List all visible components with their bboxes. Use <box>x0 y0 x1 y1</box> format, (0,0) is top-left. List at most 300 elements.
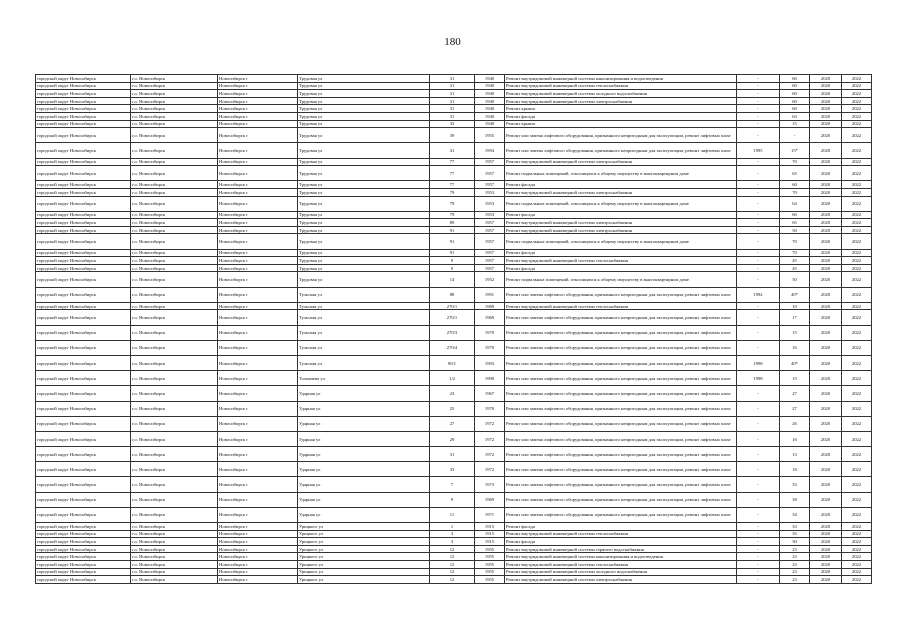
wear-percent-cell: 50 <box>780 272 810 287</box>
start-year-cell: 2020 <box>810 302 842 310</box>
build-year-cell: 1994 <box>475 143 505 158</box>
build-year-cell: 1953 <box>475 196 505 211</box>
wear-percent-cell: 27 <box>780 386 810 401</box>
house-number-cell: 12 <box>430 545 475 553</box>
wear-percent-cell: 13 <box>780 447 810 462</box>
street-cell: Трудовая ул <box>298 181 430 189</box>
street-cell: Урицкого ул <box>298 538 430 546</box>
build-year-cell: 1993 <box>475 355 505 370</box>
city-cell: Новосибирск г <box>218 576 298 584</box>
end-year-cell: 2022 <box>842 211 872 219</box>
work-type-cell: Ремонт фасада <box>505 523 737 531</box>
wear-percent-cell: 60 <box>780 75 810 83</box>
municipality-cell: городской округ Новосибирск <box>36 302 131 310</box>
municipality-cell: городской округ Новосибирск <box>36 166 131 181</box>
district-cell: г.о. Новосибирск <box>131 576 218 584</box>
house-number-cell: 77 <box>430 158 475 166</box>
build-year-cell: 1957 <box>475 158 505 166</box>
work-type-cell: Ремонт фасада <box>505 181 737 189</box>
table-row <box>36 302 872 310</box>
last-repair-year-cell: - <box>737 211 780 219</box>
street-cell: Трудовая ул <box>298 257 430 265</box>
last-repair-year-cell: - <box>737 181 780 189</box>
build-year-cell: 1957 <box>475 234 505 249</box>
street-cell: Трудовая ул <box>298 75 430 83</box>
street-cell: Трудовая ул <box>298 112 430 120</box>
wear-percent-cell: 38 <box>780 492 810 507</box>
work-type-cell: Ремонт или замена лифтового оборудования, признанного непригодным для эксплуатации, ремонт лифтовых шахт <box>505 310 737 325</box>
end-year-cell: 2022 <box>842 325 872 340</box>
municipality-cell: городской округ Новосибирск <box>36 257 131 265</box>
table-row <box>36 355 872 370</box>
work-type-cell: Ремонт внутридомовой инженерной системы холодного водоснабжения <box>505 568 737 576</box>
last-repair-year-cell: - <box>737 302 780 310</box>
city-cell: Новосибирск г <box>218 553 298 561</box>
city-cell: Новосибирск г <box>218 234 298 249</box>
wear-percent-cell: 16 <box>780 340 810 355</box>
last-repair-year-cell: - <box>737 158 780 166</box>
last-repair-year-cell: - <box>737 477 780 492</box>
table-row <box>36 401 872 416</box>
house-number-cell: 29 <box>430 431 475 446</box>
repair-schedule-sheet <box>35 74 871 584</box>
district-cell: г.о. Новосибирск <box>131 447 218 462</box>
city-cell: Новосибирск г <box>218 82 298 90</box>
start-year-cell: 2020 <box>810 143 842 158</box>
table-row <box>36 576 872 584</box>
city-cell: Новосибирск г <box>218 188 298 196</box>
table-row <box>36 568 872 576</box>
end-year-cell: 2022 <box>842 82 872 90</box>
wear-percent-cell: 70 <box>780 249 810 257</box>
street-cell: Трудовая ул <box>298 249 430 257</box>
street-cell: Ударная ул <box>298 386 430 401</box>
house-number-cell: 39 <box>430 128 475 143</box>
house-number-cell: 12 <box>430 568 475 576</box>
last-repair-year-cell: - <box>737 90 780 98</box>
district-cell: г.о. Новосибирск <box>131 105 218 113</box>
work-type-cell: Ремонт фасада <box>505 264 737 272</box>
wear-percent-cell: 15 <box>780 325 810 340</box>
build-year-cell: 1967 <box>475 386 505 401</box>
work-type-cell: Ремонт подвальных помещений, относящихся к общему имуществу в многоквартирном доме <box>505 166 737 181</box>
house-number-cell: 270/4 <box>430 340 475 355</box>
start-year-cell: 2020 <box>810 166 842 181</box>
work-type-cell: Ремонт внутридомовой инженерной системы электроснабжения <box>505 219 737 227</box>
city-cell: Новосибирск г <box>218 340 298 355</box>
wear-percent-cell: 34 <box>780 507 810 522</box>
work-type-cell: Ремонт фасада <box>505 112 737 120</box>
last-repair-year-cell: - <box>737 188 780 196</box>
work-type-cell: Ремонт или замена лифтового оборудования, признанного непригодным для эксплуатации, ремонт лифтовых шахт <box>505 431 737 446</box>
start-year-cell: 2020 <box>810 234 842 249</box>
last-repair-year-cell: - <box>737 568 780 576</box>
street-cell: Трудовая ул <box>298 272 430 287</box>
start-year-cell: 2020 <box>810 576 842 584</box>
table-row <box>36 128 872 143</box>
end-year-cell: 2022 <box>842 340 872 355</box>
table-row <box>36 523 872 531</box>
municipality-cell: городской округ Новосибирск <box>36 561 131 569</box>
city-cell: Новосибирск г <box>218 120 298 128</box>
build-year-cell: 1955 <box>475 576 505 584</box>
wear-percent-cell: 60 <box>780 82 810 90</box>
start-year-cell: 2020 <box>810 568 842 576</box>
municipality-cell: городской округ Новосибирск <box>36 401 131 416</box>
start-year-cell: 2020 <box>810 105 842 113</box>
wear-percent-cell: 60 <box>780 97 810 105</box>
start-year-cell: 2020 <box>810 310 842 325</box>
street-cell: Тульская ул <box>298 310 430 325</box>
table-row <box>36 257 872 265</box>
municipality-cell: городской округ Новосибирск <box>36 492 131 507</box>
street-cell: Трудовая ул <box>298 166 430 181</box>
start-year-cell: 2020 <box>810 211 842 219</box>
last-repair-year-cell: - <box>737 120 780 128</box>
build-year-cell: 1957 <box>475 249 505 257</box>
city-cell: Новосибирск г <box>218 211 298 219</box>
municipality-cell: городской округ Новосибирск <box>36 477 131 492</box>
district-cell: г.о. Новосибирск <box>131 477 218 492</box>
district-cell: г.о. Новосибирск <box>131 112 218 120</box>
district-cell: г.о. Новосибирск <box>131 181 218 189</box>
city-cell: Новосибирск г <box>218 219 298 227</box>
street-cell: Трудовая ул <box>298 97 430 105</box>
table-row <box>36 234 872 249</box>
wear-percent-cell: 18 <box>780 462 810 477</box>
city-cell: Новосибирск г <box>218 97 298 105</box>
house-number-cell: 33 <box>430 462 475 477</box>
house-number-cell: 1 <box>430 523 475 531</box>
last-repair-year-cell: - <box>737 561 780 569</box>
district-cell: г.о. Новосибирск <box>131 431 218 446</box>
end-year-cell: 2022 <box>842 477 872 492</box>
repair-schedule-table <box>35 74 872 584</box>
city-cell: Новосибирск г <box>218 75 298 83</box>
district-cell: г.о. Новосибирск <box>131 249 218 257</box>
wear-percent-cell: 60 <box>780 181 810 189</box>
city-cell: Новосибирск г <box>218 249 298 257</box>
district-cell: г.о. Новосибирск <box>131 166 218 181</box>
start-year-cell: 2020 <box>810 287 842 302</box>
district-cell: г.о. Новосибирск <box>131 82 218 90</box>
start-year-cell: 2020 <box>810 158 842 166</box>
house-number-cell: 31 <box>430 90 475 98</box>
start-year-cell: 2020 <box>810 219 842 227</box>
work-type-cell: Ремонт или замена лифтового оборудования, признанного непригодным для эксплуатации, ремонт лифтовых шахт <box>505 143 737 158</box>
end-year-cell: 2022 <box>842 561 872 569</box>
last-repair-year-cell: - <box>737 462 780 477</box>
work-type-cell: Ремонт подвальных помещений, относящихся к общему имуществу в многоквартирном доме <box>505 272 737 287</box>
last-repair-year-cell: - <box>737 325 780 340</box>
city-cell: Новосибирск г <box>218 272 298 287</box>
street-cell: Трудовая ул <box>298 105 430 113</box>
house-number-cell: 31 <box>430 82 475 90</box>
house-number-cell: 33 <box>430 120 475 128</box>
table-row <box>36 226 872 234</box>
end-year-cell: 2022 <box>842 447 872 462</box>
start-year-cell: 2020 <box>810 128 842 143</box>
table-body <box>36 75 872 584</box>
table-row <box>36 492 872 507</box>
city-cell: Новосибирск г <box>218 530 298 538</box>
house-number-cell: 9 <box>430 257 475 265</box>
wear-percent-cell: 27 <box>780 401 810 416</box>
build-year-cell: 1970 <box>475 340 505 355</box>
end-year-cell: 2022 <box>842 538 872 546</box>
district-cell: г.о. Новосибирск <box>131 325 218 340</box>
district-cell: г.о. Новосибирск <box>131 302 218 310</box>
street-cell: Трудовая ул <box>298 264 430 272</box>
street-cell: Урицкого ул <box>298 576 430 584</box>
wear-percent-cell: 65 <box>780 219 810 227</box>
city-cell: Новосибирск г <box>218 492 298 507</box>
work-type-cell: Ремонт или замена лифтового оборудования, признанного непригодным для эксплуатации, ремонт лифтовых шахт <box>505 340 737 355</box>
start-year-cell: 2020 <box>810 545 842 553</box>
district-cell: г.о. Новосибирск <box>131 97 218 105</box>
table-row <box>36 507 872 522</box>
wear-percent-cell: 45 <box>780 264 810 272</box>
last-repair-year-cell: - <box>737 492 780 507</box>
municipality-cell: городской округ Новосибирск <box>36 325 131 340</box>
city-cell: Новосибирск г <box>218 90 298 98</box>
start-year-cell: 2020 <box>810 507 842 522</box>
last-repair-year-cell: - <box>737 310 780 325</box>
house-number-cell: 91 <box>430 249 475 257</box>
street-cell: Ударная ул <box>298 477 430 492</box>
street-cell: Урицкого ул <box>298 530 430 538</box>
wear-percent-cell: 50 <box>780 226 810 234</box>
work-type-cell: Ремонт или замена лифтового оборудования, признанного непригодным для эксплуатации, ремонт лифтовых шахт <box>505 447 737 462</box>
build-year-cell: 1990 <box>475 371 505 386</box>
build-year-cell: 1955 <box>475 561 505 569</box>
work-type-cell: Ремонт или замена лифтового оборудования, признанного непригодным для эксплуатации, ремонт лифтовых шахт <box>505 371 737 386</box>
street-cell: Урицкого ул <box>298 553 430 561</box>
last-repair-year-cell: - <box>737 112 780 120</box>
last-repair-year-cell: - <box>737 257 780 265</box>
street-cell: Ударная ул <box>298 401 430 416</box>
district-cell: г.о. Новосибирск <box>131 371 218 386</box>
start-year-cell: 2020 <box>810 340 842 355</box>
end-year-cell: 2022 <box>842 310 872 325</box>
street-cell: Трудовая ул <box>298 234 430 249</box>
end-year-cell: 2022 <box>842 97 872 105</box>
district-cell: г.о. Новосибирск <box>131 386 218 401</box>
municipality-cell: городской округ Новосибирск <box>36 386 131 401</box>
build-year-cell: 1969 <box>475 492 505 507</box>
district-cell: г.о. Новосибирск <box>131 120 218 128</box>
city-cell: Новосибирск г <box>218 545 298 553</box>
house-number-cell: 270/3 <box>430 325 475 340</box>
city-cell: Новосибирск г <box>218 302 298 310</box>
build-year-cell: 1940 <box>475 120 505 128</box>
build-year-cell: 1953 <box>475 188 505 196</box>
house-number-cell: 79 <box>430 211 475 219</box>
wear-percent-cell: 23 <box>780 561 810 569</box>
street-cell: Трудовая ул <box>298 120 430 128</box>
wear-percent-cell: 70 <box>780 158 810 166</box>
work-type-cell: Ремонт или замена лифтового оборудования, признанного непригодным для эксплуатации, ремонт лифтовых шахт <box>505 128 737 143</box>
start-year-cell: 2020 <box>810 181 842 189</box>
work-type-cell: Ремонт внутридомовой инженерной системы холодного водоснабжения <box>505 90 737 98</box>
city-cell: Новосибирск г <box>218 371 298 386</box>
work-type-cell: Ремонт внутридомовой инженерной системы горячего водоснабжения <box>505 545 737 553</box>
city-cell: Новосибирск г <box>218 523 298 531</box>
street-cell: Толмачева ул <box>298 371 430 386</box>
end-year-cell: 2022 <box>842 386 872 401</box>
start-year-cell: 2020 <box>810 120 842 128</box>
city-cell: Новосибирск г <box>218 158 298 166</box>
municipality-cell: городской округ Новосибирск <box>36 158 131 166</box>
table-row <box>36 112 872 120</box>
wear-percent-cell: 45 <box>780 257 810 265</box>
work-type-cell: Ремонт внутридомовой инженерной системы электроснабжения <box>505 97 737 105</box>
build-year-cell: 1970 <box>475 325 505 340</box>
end-year-cell: 2022 <box>842 112 872 120</box>
municipality-cell: городской округ Новосибирск <box>36 105 131 113</box>
end-year-cell: 2022 <box>842 181 872 189</box>
house-number-cell: 79 <box>430 196 475 211</box>
table-row <box>36 340 872 355</box>
city-cell: Новосибирск г <box>218 257 298 265</box>
wear-percent-cell: 35 <box>780 530 810 538</box>
work-type-cell: Ремонт или замена лифтового оборудования, признанного непригодным для эксплуатации, ремонт лифтовых шахт <box>505 507 737 522</box>
start-year-cell: 2020 <box>810 272 842 287</box>
street-cell: Урицкого ул <box>298 568 430 576</box>
start-year-cell: 2020 <box>810 196 842 211</box>
street-cell: Трудовая ул <box>298 188 430 196</box>
street-cell: Урицкого ул <box>298 523 430 531</box>
district-cell: г.о. Новосибирск <box>131 226 218 234</box>
end-year-cell: 2022 <box>842 219 872 227</box>
last-repair-year-cell: - <box>737 249 780 257</box>
start-year-cell: 2020 <box>810 477 842 492</box>
end-year-cell: 2022 <box>842 75 872 83</box>
house-number-cell: 23 <box>430 386 475 401</box>
build-year-cell: 1991 <box>475 287 505 302</box>
last-repair-year-cell: - <box>737 97 780 105</box>
wear-percent-cell: 15* <box>780 143 810 158</box>
work-type-cell: Ремонт внутридомовой инженерной системы электроснабжения <box>505 158 737 166</box>
table-row <box>36 143 872 158</box>
last-repair-year-cell: - <box>737 416 780 431</box>
last-repair-year-cell: - <box>737 128 780 143</box>
start-year-cell: 2020 <box>810 97 842 105</box>
house-number-cell: 90/1 <box>430 355 475 370</box>
table-row <box>36 287 872 302</box>
street-cell: Тульская ул <box>298 325 430 340</box>
city-cell: Новосибирск г <box>218 105 298 113</box>
start-year-cell: 2020 <box>810 75 842 83</box>
district-cell: г.о. Новосибирск <box>131 538 218 546</box>
house-number-cell: 9 <box>430 264 475 272</box>
work-type-cell: Ремонт или замена лифтового оборудования, признанного непригодным для эксплуатации, ремонт лифтовых шахт <box>505 386 737 401</box>
last-repair-year-cell: 1998 <box>737 355 780 370</box>
end-year-cell: 2022 <box>842 257 872 265</box>
district-cell: г.о. Новосибирск <box>131 188 218 196</box>
table-row <box>36 561 872 569</box>
table-row <box>36 166 872 181</box>
start-year-cell: 2020 <box>810 82 842 90</box>
city-cell: Новосибирск г <box>218 462 298 477</box>
city-cell: Новосибирск г <box>218 355 298 370</box>
district-cell: г.о. Новосибирск <box>131 264 218 272</box>
end-year-cell: 2022 <box>842 90 872 98</box>
city-cell: Новосибирск г <box>218 447 298 462</box>
table-row <box>36 386 872 401</box>
build-year-cell: 1955 <box>475 553 505 561</box>
start-year-cell: 2020 <box>810 431 842 446</box>
work-type-cell: Ремонт крыши <box>505 105 737 113</box>
municipality-cell: городской округ Новосибирск <box>36 196 131 211</box>
house-number-cell: 7 <box>430 477 475 492</box>
street-cell: Тульская ул <box>298 302 430 310</box>
build-year-cell: 1971 <box>475 507 505 522</box>
municipality-cell: городской округ Новосибирск <box>36 97 131 105</box>
house-number-cell: 1/2 <box>430 371 475 386</box>
end-year-cell: 2022 <box>842 545 872 553</box>
street-cell: Трудовая ул <box>298 211 430 219</box>
municipality-cell: городской округ Новосибирск <box>36 75 131 83</box>
last-repair-year-cell: - <box>737 576 780 584</box>
house-number-cell: 25 <box>430 401 475 416</box>
municipality-cell: городской округ Новосибирск <box>36 530 131 538</box>
street-cell: Ударная ул <box>298 462 430 477</box>
work-type-cell: Ремонт внутридомовой инженерной системы электроснабжения <box>505 226 737 234</box>
municipality-cell: городской округ Новосибирск <box>36 371 131 386</box>
end-year-cell: 2022 <box>842 355 872 370</box>
work-type-cell: Ремонт или замена лифтового оборудования, признанного непригодным для эксплуатации, ремонт лифтовых шахт <box>505 325 737 340</box>
end-year-cell: 2022 <box>842 507 872 522</box>
wear-percent-cell: 33 <box>780 477 810 492</box>
district-cell: г.о. Новосибирск <box>131 492 218 507</box>
work-type-cell: Ремонт внутридомовой инженерной системы канализирования и водоотведения <box>505 75 737 83</box>
end-year-cell: 2022 <box>842 302 872 310</box>
wear-percent-cell: 63 <box>780 112 810 120</box>
work-type-cell: Ремонт или замена лифтового оборудования, признанного непригодным для эксплуатации, ремонт лифтовых шахт <box>505 492 737 507</box>
last-repair-year-cell: 1998 <box>737 371 780 386</box>
end-year-cell: 2022 <box>842 431 872 446</box>
table-row <box>36 264 872 272</box>
district-cell: г.о. Новосибирск <box>131 257 218 265</box>
district-cell: г.о. Новосибирск <box>131 75 218 83</box>
wear-percent-cell: 15 <box>780 371 810 386</box>
wear-percent-cell: 60 <box>780 105 810 113</box>
street-cell: Ударная ул <box>298 431 430 446</box>
build-year-cell: 1972 <box>475 431 505 446</box>
work-type-cell: Ремонт внутридомовой инженерной системы электроснабжения <box>505 188 737 196</box>
district-cell: г.о. Новосибирск <box>131 416 218 431</box>
start-year-cell: 2020 <box>810 249 842 257</box>
street-cell: Урицкого ул <box>298 545 430 553</box>
city-cell: Новосибирск г <box>218 416 298 431</box>
table-row <box>36 371 872 386</box>
work-type-cell: Ремонт или замена лифтового оборудования, признанного непригодным для эксплуатации, ремонт лифтовых шахт <box>505 477 737 492</box>
wear-percent-cell: 33 <box>780 523 810 531</box>
street-cell: Тульская ул <box>298 355 430 370</box>
street-cell: Трудовая ул <box>298 82 430 90</box>
start-year-cell: 2020 <box>810 112 842 120</box>
wear-percent-cell: 70 <box>780 188 810 196</box>
district-cell: г.о. Новосибирск <box>131 196 218 211</box>
municipality-cell: городской округ Новосибирск <box>36 568 131 576</box>
municipality-cell: городской округ Новосибирск <box>36 112 131 120</box>
table-row <box>36 75 872 83</box>
build-year-cell: 1957 <box>475 257 505 265</box>
build-year-cell: 1955 <box>475 128 505 143</box>
build-year-cell: 1957 <box>475 219 505 227</box>
start-year-cell: 2020 <box>810 462 842 477</box>
